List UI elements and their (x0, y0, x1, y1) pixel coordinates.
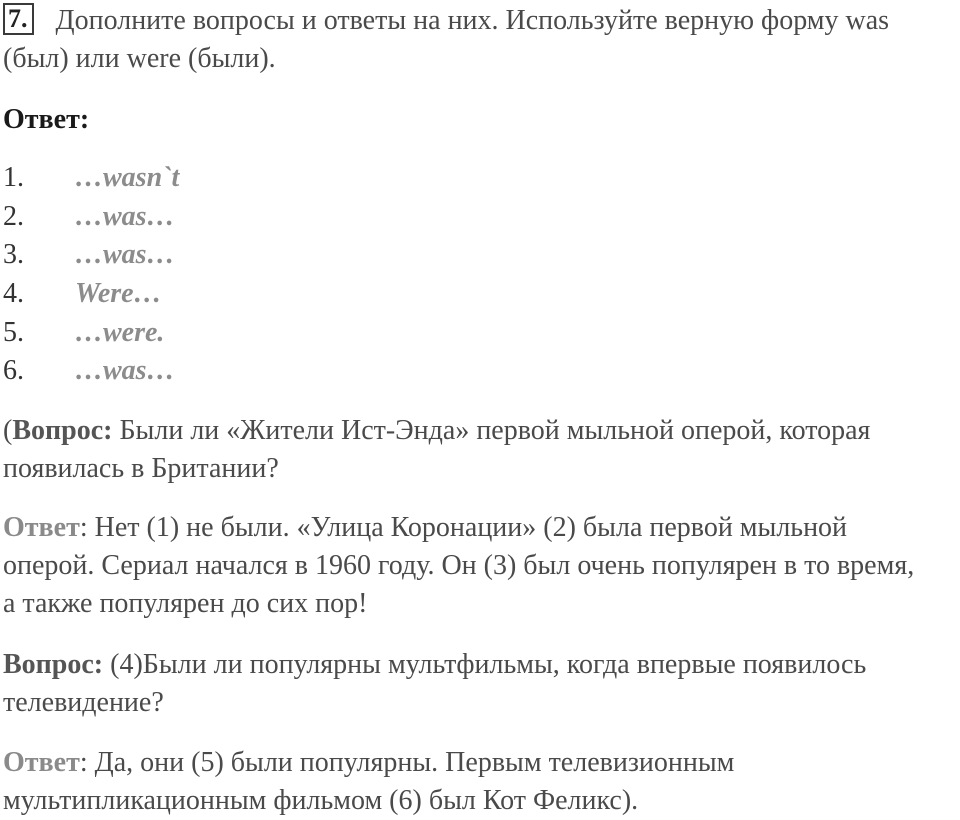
dialogue-text: а также популярен до сих пор! (3, 588, 368, 619)
dialogue-text: появилась в Британии? (3, 453, 279, 484)
dialogue-question-2 (3, 646, 954, 722)
answer-number: 6. (3, 355, 24, 387)
answer-heading: Ответ: (3, 104, 90, 135)
answer-text: …wasn`t (75, 162, 180, 193)
question-label: Вопрос: (12, 415, 113, 446)
dialogue-text: Были ли «Жители Ист-Энда» первой мыльной оперой, которая (112, 415, 871, 446)
task-text-line1: Дополните вопросы и ответы на них. Используйте верную форму was (55, 5, 890, 36)
dialogue-answer-2 (3, 744, 954, 820)
answer-text: …was… (75, 355, 175, 387)
answer-item (3, 159, 179, 198)
answer-number: 3. (3, 239, 24, 271)
answer-text: …was… (75, 200, 175, 232)
answer-item (3, 352, 179, 391)
answer-text: …was… (75, 239, 175, 271)
task-number: 7. (3, 3, 34, 35)
answer-text: …were. (75, 316, 165, 348)
answer-item (3, 314, 179, 353)
dialogue-text: мультипликационным фильмом (6) был Кот Феликс). (3, 785, 639, 816)
dialogue-text: : Нет (1) не были. «Улица Коронации» (2) была первой мыльной (79, 512, 848, 543)
answer-number: 2. (3, 200, 24, 232)
answer-number: 1. (3, 162, 24, 193)
task-text-line2: (был) или were (были). (3, 43, 276, 74)
dialogue-text: оперой. Сериал начался в 1960 году. Он (3) был очень популярен в то время, (3, 550, 915, 581)
dialogue-text: телевидение? (3, 687, 164, 718)
dialogue-text: : Да, они (5) были популярны. Первым телевизионным (79, 747, 735, 778)
answer-label: Ответ (3, 747, 80, 778)
question-label: Вопрос: (3, 649, 104, 680)
answers-list (3, 159, 179, 391)
answer-number: 4. (3, 278, 24, 310)
answer-item (3, 236, 179, 275)
dialogue-answer-1 (3, 509, 954, 623)
answer-item (3, 198, 179, 237)
dialogue-question-1 (3, 412, 954, 488)
open-paren: ( (3, 415, 13, 446)
answer-text: Were… (75, 278, 162, 310)
task-statement (3, 2, 954, 78)
answer-label: Ответ (3, 512, 80, 543)
dialogue-text: (4)Были ли популярны мультфильмы, когда впервые появилось (103, 649, 867, 680)
answer-number: 5. (3, 316, 24, 348)
answer-item (3, 275, 179, 314)
